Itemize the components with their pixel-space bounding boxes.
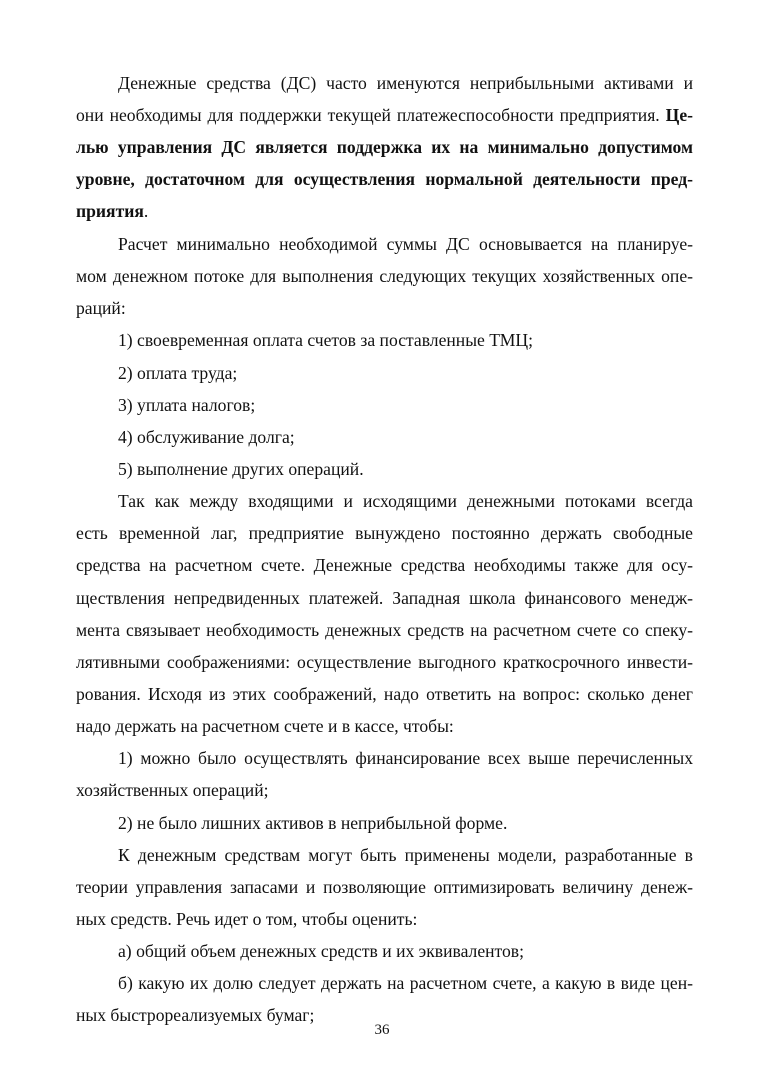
paragraph-line: раций:: [76, 298, 126, 318]
paragraph-line: [76, 131, 693, 163]
paragraph-line: [76, 99, 693, 131]
page-number: 36: [374, 1022, 390, 1038]
list-item: 5) выполнение других операций.: [118, 459, 364, 479]
paragraph-line: мента связывает необходимость денежных средств на расчетном счете со спеку-: [76, 620, 693, 640]
list-item: 2) оплата труда;: [118, 363, 238, 383]
paragraph-line: К денежным средствам могут быть применены модели, разработанные в: [118, 845, 693, 865]
list-item: 1) можно было осуществлять финансирование всех выше перечисленных: [118, 748, 693, 768]
paragraph-line: ных средств. Речь идет о том, чтобы оценить:: [76, 909, 418, 929]
paragraph-line: рования. Исходя из этих соображений, надо ответить на вопрос: сколько денег: [76, 684, 693, 704]
list-item: 3) уплата налогов;: [118, 395, 256, 415]
paragraph-line: Денежные средства (ДС) часто именуются неприбыльными активами и: [118, 73, 693, 93]
paragraph-line: [76, 163, 693, 195]
list-item: хозяйственных операций;: [76, 780, 269, 800]
paragraph-line: лятивными соображениями: осуществление выгодного краткосрочного инвести-: [76, 652, 693, 672]
text-span: .: [143, 201, 149, 221]
bold-text: Це-: [665, 105, 693, 125]
paragraph-line: Так как между входящими и исходящими денежными потоками всегда: [118, 491, 693, 511]
list-item: ных быстрореализуемых бумаг;: [76, 1005, 315, 1025]
paragraph-line: ществления непредвиденных платежей. Западная школа финансового менедж-: [76, 588, 693, 608]
list-item: 2) не было лишних активов в неприбыльной форме.: [118, 813, 508, 833]
paragraph-line: мом денежном потоке для выполнения следующих текущих хозяйственных опе-: [76, 266, 693, 286]
bold-text: лью управления ДС является поддержка их на минимально допустимом: [76, 137, 693, 157]
paragraph-line: [76, 195, 693, 227]
list-item: а) общий объем денежных средств и их эквивалентов;: [118, 941, 524, 961]
paragraph-line: Расчет минимально необходимой суммы ДС основывается на планируе-: [118, 234, 693, 254]
paragraph-line: надо держать на расчетном счете и в кассе, чтобы:: [76, 716, 454, 736]
list-item: б) какую их долю следует держать на расчетном счете, а какую в виде цен-: [118, 973, 693, 993]
bold-text: уровне, достаточном для осуществления нормальной деятельности пред-: [76, 169, 693, 189]
paragraph-line: теории управления запасами и позволяющие оптимизировать величину денеж-: [76, 877, 693, 897]
paragraph-line: есть временной лаг, предприятие вынуждено постоянно держать свободные: [76, 523, 693, 543]
bold-text: приятия: [76, 201, 144, 221]
paragraph-line: средства на расчетном счете. Денежные средства необходимы также для осу-: [76, 555, 693, 575]
list-item: 1) своевременная оплата счетов за поставленные ТМЦ;: [118, 330, 533, 350]
text-span: они необходимы для поддержки текущей платежеспособности предприятия.: [76, 105, 666, 125]
list-item: 4) обслуживание долга;: [118, 427, 295, 447]
